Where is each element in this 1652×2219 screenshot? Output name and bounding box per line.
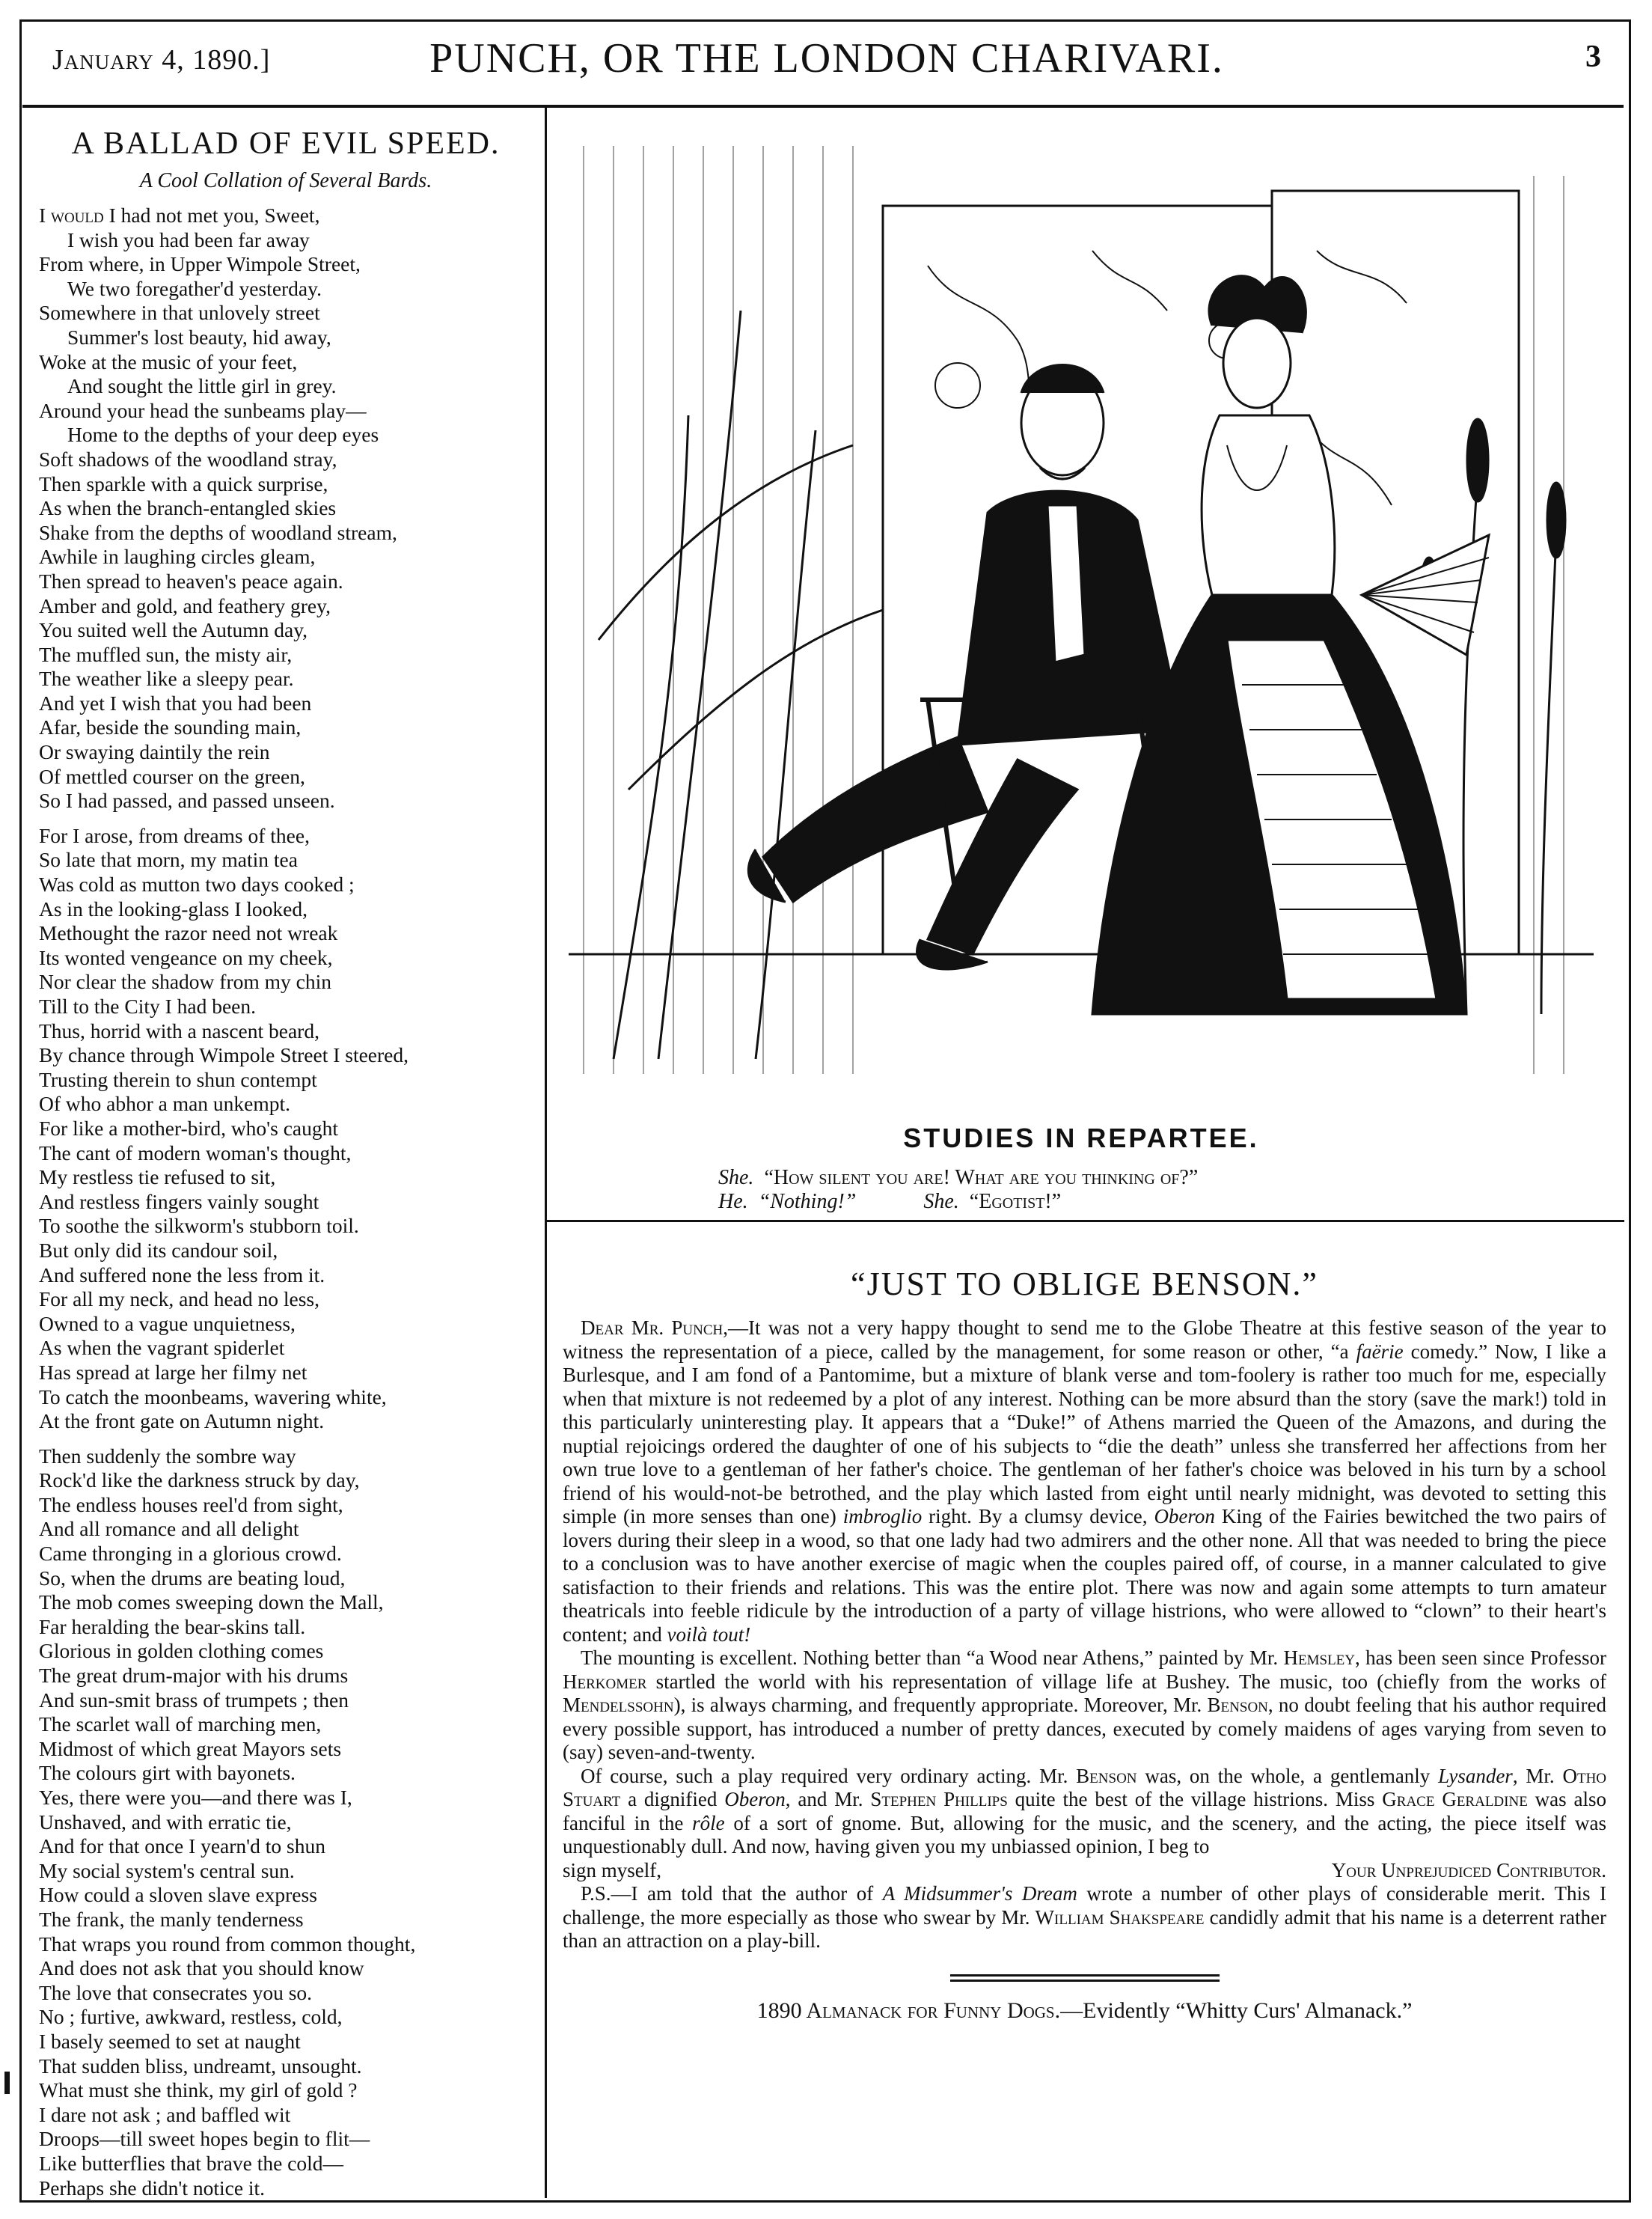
verse-line: Came thronging in a glorious crowd. xyxy=(39,1542,342,1566)
text-run: candidly admit that his name is a deterrent rather than an attraction on a play-bill. xyxy=(563,1905,1606,1952)
verse-line xyxy=(39,204,533,228)
verse-line: The muffled sun, the misty air, xyxy=(39,642,293,666)
italic-run: Oberon xyxy=(724,1788,786,1810)
verse-line: My restless tie refused to sit, xyxy=(39,1165,276,1189)
verse-line: The scarlet wall of marching men, xyxy=(39,1712,322,1736)
dialogue-text: “Nothing!” xyxy=(758,1190,857,1213)
verse-line: I wish you had been far away xyxy=(67,228,310,251)
postscript xyxy=(563,1882,1606,1953)
verse-line: For I arose, from dreams of thee, xyxy=(39,823,310,847)
speaker-label: She. xyxy=(718,1166,754,1189)
cartoon-caption xyxy=(718,1166,1579,1214)
verse-line: And sought the little girl in grey. xyxy=(67,374,337,398)
verse-line: Was cold as mutton two days cooked ; xyxy=(39,873,355,897)
verse-line: So, when the drums are beating loud, xyxy=(39,1566,346,1590)
verse-line: And does not ask that you should know xyxy=(39,1956,364,1980)
verse-line: From where, in Upper Wimpole Street, xyxy=(39,252,361,276)
column-divider xyxy=(545,106,547,2198)
text-run: , has been seen since Professor xyxy=(1355,1646,1607,1669)
verse-line: The endless houses reel'd from sight, xyxy=(39,1492,343,1516)
verse-line: Then spread to heaven's peace again. xyxy=(39,569,343,593)
verse-line: I dare not ask ; and baffled wit xyxy=(39,2102,291,2126)
verse-line: Yes, there were you—and there was I, xyxy=(39,1786,352,1809)
name-run: Benson xyxy=(1207,1694,1268,1716)
verse-line: Trusting therein to shun contempt xyxy=(39,1067,317,1091)
verse-line: Glorious in golden clothing comes xyxy=(39,1639,324,1663)
sign-off: sign myself, xyxy=(563,1858,661,1881)
name-run: Otho Stuart xyxy=(563,1764,1607,1810)
verse-line: So late that morn, my matin tea xyxy=(39,848,298,872)
text-run: startled the world with his representation of village life at Bushey. The music, too (chiefly from the works of xyxy=(646,1670,1606,1693)
italic-run: faërie xyxy=(1356,1340,1404,1363)
cartoon-illustration xyxy=(569,116,1594,1104)
verse-line: Awhile in laughing circles gleam, xyxy=(39,545,316,569)
verse-line: Home to the depths of your deep eyes xyxy=(67,423,379,447)
verse-line: My social system's central sun. xyxy=(39,1858,295,1882)
text-run: comedy.” Now, I like a Burlesque, and I am fond of a Pantomime, but a mixture of blank verse and tom-foolery is rather too much for me, especially when that mixture is not redeemed by a plot of any interest. Nothing can be more absurd than the story (save the mark!) told in this particularly uninteresting play. It appears that a “Duke!” of Athens married the Queen of the Amazons, and during the nuptial rejoicings ordered the daughter of one of his subjects to “die the death” unless she transferred her affections from her own true love to a gentleman of her father's choice. The gentleman of her father's choice was beloved in his turn by a school friend of his would-not-be betrothed, and the play which lasted from eight until nearly midnight, was devoted to setting this simple (in more senses than one) xyxy=(563,1340,1606,1527)
verse-line: I basely seemed to set at naught xyxy=(39,2029,301,2053)
squib-text: —Evidently “Whitty Curs' Almanack.” xyxy=(1060,1997,1413,2023)
verse-line: Methought the razor need not wreak xyxy=(39,921,338,945)
verse-line: Far heralding the bear-skins tall. xyxy=(39,1614,306,1638)
header-rule xyxy=(22,105,1624,108)
verse-line: Then suddenly the sombre way xyxy=(39,1444,296,1468)
verse-line: That sudden bliss, undreamt, unsought. xyxy=(39,2054,362,2078)
illustration-rule xyxy=(547,1220,1624,1222)
verse-line: By chance through Wimpole Street I steered, xyxy=(39,1043,409,1067)
verse-line: The great drum-major with his drums xyxy=(39,1664,349,1688)
text-run: The mounting is excellent. Nothing better than “a Wood near Athens,” painted by Mr. xyxy=(581,1646,1284,1669)
publication-title: PUNCH, OR THE LONDON CHARIVARI. xyxy=(429,35,1224,82)
verse-line: Nor clear the shadow from my chin xyxy=(39,970,331,994)
verse-line: The frank, the manly tenderness xyxy=(39,1907,304,1931)
verse-line: The love that consecrates you so. xyxy=(39,1980,313,2004)
verse-line: Droops—till sweet hopes begin to flit— xyxy=(39,2127,370,2151)
ballad-title: A BALLAD OF EVIL SPEED. xyxy=(71,126,501,161)
verse-line: Unshaved, and with erratic tie, xyxy=(39,1810,292,1834)
verse-line: To soothe the silkworm's stubborn toil. xyxy=(39,1214,359,1238)
verse-line: And all romance and all delight xyxy=(39,1517,299,1541)
article-column xyxy=(563,1265,1606,2024)
name-run: Benson xyxy=(1076,1764,1137,1787)
verse-line: You suited well the Autumn day, xyxy=(39,618,308,642)
verse-line: For like a mother-bird, who's caught xyxy=(39,1116,339,1140)
issue-date: January 4, 1890.] xyxy=(52,44,271,76)
verse-line: As when the vagrant spiderlet xyxy=(39,1336,285,1360)
text-run: was, on the whole, a gentlemanly xyxy=(1136,1764,1439,1787)
screen-floral-decoration xyxy=(928,251,1407,505)
verse-line: Midmost of which great Mayors sets xyxy=(39,1736,342,1760)
dialogue-text: “How silent you are! What are you thinking of?” xyxy=(764,1166,1199,1189)
text-run: —It was not a very happy thought to send me to the Globe Theatre at this festive season of the year to witness the representation of a piece, called by the management, for some reason or other, “a xyxy=(563,1316,1607,1363)
text-run: King of the Fairies bewitched the two pairs of lovers during their sleep in a wood, so that one lady had two admirers and the other none. All that was needed to bring the piece to a conclusion was to have another exercise of magic when the couples paired off, of course, in a manner calculated to give satisfaction to their friends and relations. This was the entire plot. There was now and again some attempts to turn amateur theatricals into feeble ridicule by the introduction of a party of village histrions, who were allowed to “clown” to their heart's content; and xyxy=(563,1505,1606,1646)
stanza-2 xyxy=(39,824,533,1434)
author-signature: Your Unprejudiced Contributor. xyxy=(1331,1858,1606,1881)
stanza-1 xyxy=(39,204,533,814)
almanack-squib xyxy=(563,1998,1606,2024)
verse-line: And yet I wish that you had been xyxy=(39,691,312,715)
verse-line: But only did its candour soil, xyxy=(39,1238,278,1262)
text-run: P.S.—I am told that the author of xyxy=(581,1882,883,1905)
verse-line: And suffered none the less from it. xyxy=(39,1263,325,1286)
speaker-label: He. xyxy=(718,1190,748,1213)
text-run: wrote a number of other plays of considerable merit. This I challenge, the more especially as those who swear by Mr. xyxy=(563,1882,1606,1929)
verse-line: Its wonted vengeance on my cheek, xyxy=(39,945,333,969)
verse-line: Soft shadows of the woodland stray, xyxy=(39,447,337,471)
cartoon-title: STUDIES IN REPARTEE. xyxy=(903,1123,1259,1153)
italic-run: imbroglio xyxy=(842,1505,923,1527)
verse-line: Thus, horrid with a nascent beard, xyxy=(39,1019,319,1043)
verse-line: Like butterflies that brave the cold— xyxy=(39,2151,344,2175)
article-paragraph xyxy=(563,1765,1606,1859)
ballad-column xyxy=(39,120,533,2211)
speaker-label: She. xyxy=(923,1190,959,1213)
verse-line: Perhaps she didn't notice it. xyxy=(39,2176,266,2200)
verse-line: Till to the City I had been. xyxy=(39,995,257,1018)
page-number: 3 xyxy=(1585,40,1601,74)
verse-line: At the front gate on Autumn night. xyxy=(39,1409,325,1433)
text-run: was also fanciful in the xyxy=(563,1788,1607,1834)
name-run: Herkomer xyxy=(563,1670,647,1693)
verse-line: Afar, beside the sounding main, xyxy=(39,715,302,739)
squib-lead: 1890 Almanack for Funny Dogs. xyxy=(756,1997,1061,2023)
name-run: Grace Geraldine xyxy=(1382,1788,1528,1810)
verse-line: Somewhere in that unlovely street xyxy=(39,301,320,325)
masthead xyxy=(30,24,1624,99)
name-run: Hemsley xyxy=(1283,1646,1356,1669)
verse-line: Woke at the music of your feet, xyxy=(39,350,298,373)
dialogue-text: “Egotist!” xyxy=(969,1190,1062,1213)
verse-line: Amber and gold, and feathery grey, xyxy=(39,593,331,617)
italic-run: Lysander xyxy=(1438,1764,1513,1787)
text-run: , no doubt feeling that his author required every possible support, has introduced a number of pretty dances, executed by comely maidens of ages varying from seven to (say) seven-and-twenty. xyxy=(563,1694,1606,1763)
verse-line: Owned to a vague unquietness, xyxy=(39,1311,296,1335)
article-title: “JUST TO OBLIGE BENSON.” xyxy=(851,1266,1318,1302)
text-run: , Mr. xyxy=(1512,1764,1563,1787)
verse-line: To catch the moonbeams, wavering white, xyxy=(39,1385,387,1408)
text-run: of a sort of gnome. But, allowing for the music, and the scenery, and the acting, the piece itself was unquestionably dull. And now, having given you my unbiassed opinion, I beg to xyxy=(563,1811,1606,1858)
verse-line: As in the looking-glass I looked, xyxy=(39,897,308,921)
verse-line: What must she think, my girl of gold ? xyxy=(39,2078,358,2102)
name-run: Mendelssohn xyxy=(563,1694,674,1716)
verse-line: How could a sloven slave express xyxy=(39,1883,317,1907)
text-run: right. By a clumsy device, xyxy=(922,1505,1154,1527)
italic-run: rôle xyxy=(692,1811,725,1834)
verse-line: Summer's lost beauty, hid away, xyxy=(67,325,331,349)
italic-run: Oberon xyxy=(1154,1505,1215,1527)
name-run: William Shakspeare xyxy=(1035,1905,1205,1929)
verse-line: Rock'd like the darkness struck by day, xyxy=(39,1468,360,1492)
verse-line: As when the branch-entangled skies xyxy=(39,496,337,520)
verse-line: And for that once I yearn'd to shun xyxy=(39,1834,325,1858)
verse-line: That wraps you round from common thought, xyxy=(39,1932,416,1956)
signature-line xyxy=(563,1859,1606,1883)
verse-line: The colours girt with bayonets. xyxy=(39,1761,296,1785)
text-run: Of course, such a play required very ordinary acting. Mr. xyxy=(581,1764,1077,1787)
verse-line: For all my neck, and head no less, xyxy=(39,1287,319,1311)
verse-line: And sun-smit brass of trumpets ; then xyxy=(39,1688,349,1712)
verse-line: Then sparkle with a quick surprise, xyxy=(39,471,328,495)
verse-line: And restless fingers vainly sought xyxy=(39,1189,319,1213)
name-run: Stephen Phillips xyxy=(870,1788,1008,1810)
italic-run: voilà tout! xyxy=(667,1623,751,1646)
verse-line: So I had passed, and passed unseen. xyxy=(39,789,335,813)
ballad-subtitle: A Cool Collation of Several Bards. xyxy=(139,169,432,192)
verse-line: Has spread at large her filmy net xyxy=(39,1360,308,1384)
verse-line: The weather like a sleepy pear. xyxy=(39,667,294,691)
double-rule-divider xyxy=(950,1974,1220,1982)
verse-lead-word: I would xyxy=(39,204,104,227)
text-run: quite the best of the village histrions. Miss xyxy=(1007,1788,1383,1810)
stanza-3 xyxy=(39,1444,533,2200)
verse-line: Or swaying daintily the rein xyxy=(39,740,270,764)
verse-line: We two foregather'd yesterday. xyxy=(67,276,322,300)
article-paragraph xyxy=(563,1316,1606,1646)
verse-line: The cant of modern woman's thought, xyxy=(39,1141,352,1165)
margin-mark xyxy=(4,2072,10,2094)
caption-line xyxy=(718,1166,1579,1190)
italic-run: A Midsummer's Dream xyxy=(882,1882,1077,1905)
verse-line: Of mettled courser on the green, xyxy=(39,764,305,788)
text-run: a dignified xyxy=(620,1788,725,1810)
article-paragraph xyxy=(563,1646,1606,1765)
verse-line: No ; furtive, awkward, restless, cold, xyxy=(39,2005,343,2029)
verse-line: The mob comes sweeping down the Mall, xyxy=(39,1590,384,1614)
caption-line xyxy=(718,1190,1579,1214)
salutation: Dear Mr. Punch, xyxy=(581,1316,728,1339)
text-run: ), is always charming, and frequently appropriate. Moreover, Mr. xyxy=(673,1694,1208,1716)
verse-line: Shake from the depths of woodland stream, xyxy=(39,520,397,544)
verse-line: Around your head the sunbeams play— xyxy=(39,398,367,422)
text-run: , and Mr. xyxy=(785,1788,871,1810)
verse-line: Of who abhor a man unkempt. xyxy=(39,1092,291,1116)
verse-line-rest: I had not met you, Sweet, xyxy=(103,204,320,227)
